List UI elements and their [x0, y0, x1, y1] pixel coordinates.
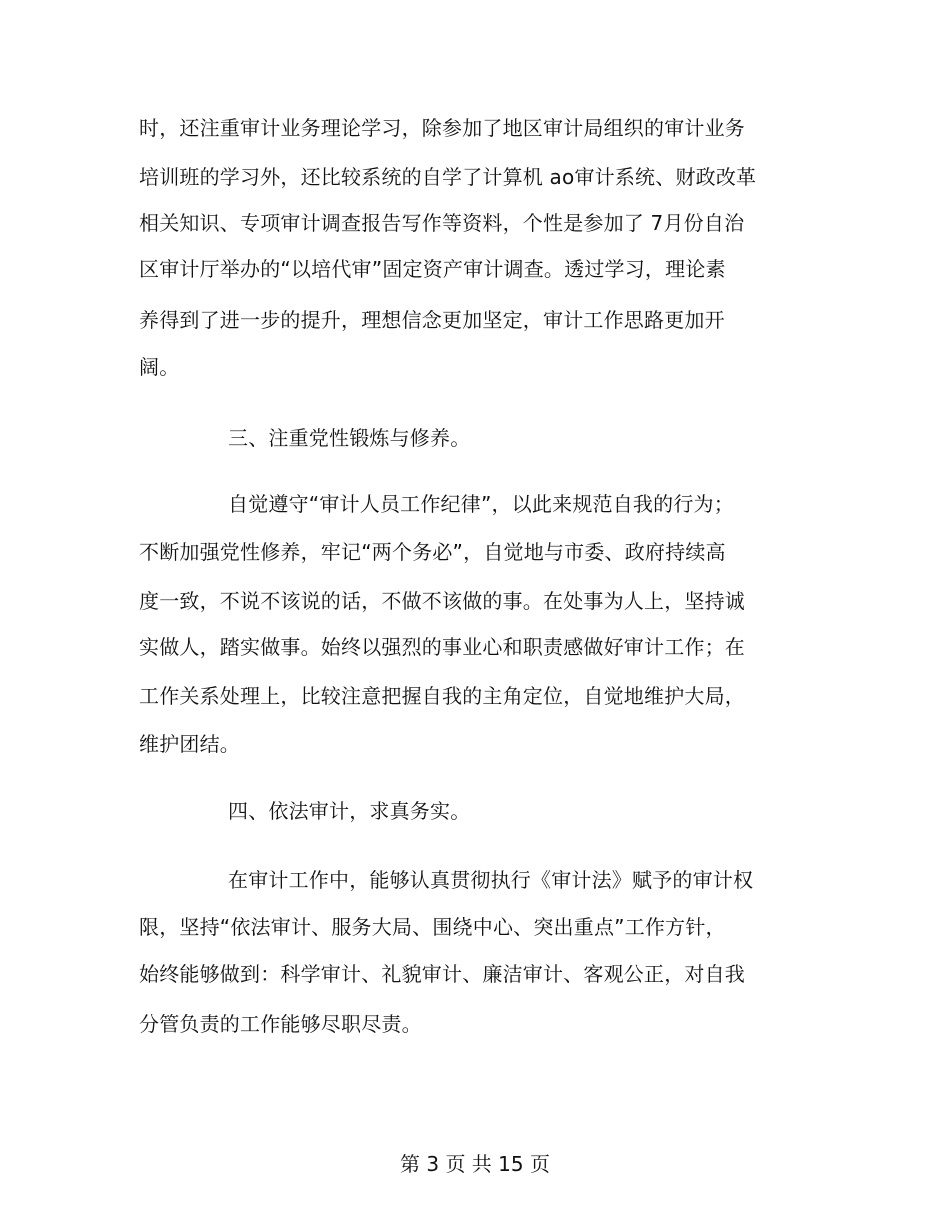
body-line: 阔。: [139, 355, 180, 379]
body-line: 始终能够做到：科学审计、礼貌审计、廉洁审计、客观公正，对自我: [139, 962, 745, 986]
page-number-footer: 第 3 页 共 15 页: [400, 1152, 550, 1176]
body-line: 时，还注重审计业务理论学习，除参加了地区审计局组织的审计业务: [139, 116, 745, 140]
body-line: 不断加强党性修养，牢记“两个务必”，自觉地与市委、政府持续高: [139, 540, 726, 564]
body-line: 养得到了进一步的提升，理想信念更加坚定，审计工作思路更加开: [139, 308, 725, 332]
body-line: 自觉遵守“审计人员工作纪律”，以此来规范自我的行为；: [228, 492, 734, 516]
body-line: 工作关系处理上，比较注意把握自我的主角定位，自觉地维护大局，: [139, 684, 745, 708]
body-line: 实做人，踏实做事。始终以强烈的事业心和职责感做好审计工作；在: [139, 635, 745, 659]
body-line: 分管负责的工作能够尽职尽责。: [139, 1012, 422, 1036]
body-line: 维护团结。: [139, 732, 240, 756]
section-heading-4: 四、依法审计，求真务实。: [228, 799, 471, 823]
body-line: 在审计工作中，能够认真贯彻执行《审计法》赋予的审计权: [228, 868, 754, 892]
body-line: 限，坚持“依法审计、服务大局、围绕中心、突出重点”工作方针，: [139, 915, 726, 939]
body-line: 培训班的学习外，还比较系统的自学了计算机 ao审计系统、财政改革: [139, 165, 757, 189]
body-line: 区审计厅举办的“以培代审”固定资产审计调查。透过学习，理论素: [139, 257, 726, 281]
body-line: 相关知识、专项审计调查报告写作等资料，个性是参加了 7月份自治: [139, 211, 745, 235]
section-heading-3: 三、注重党性锻炼与修养。: [228, 426, 471, 450]
body-line: 度一致，不说不该说的话，不做不该做的事。在处事为人上，坚持诚: [139, 589, 745, 613]
